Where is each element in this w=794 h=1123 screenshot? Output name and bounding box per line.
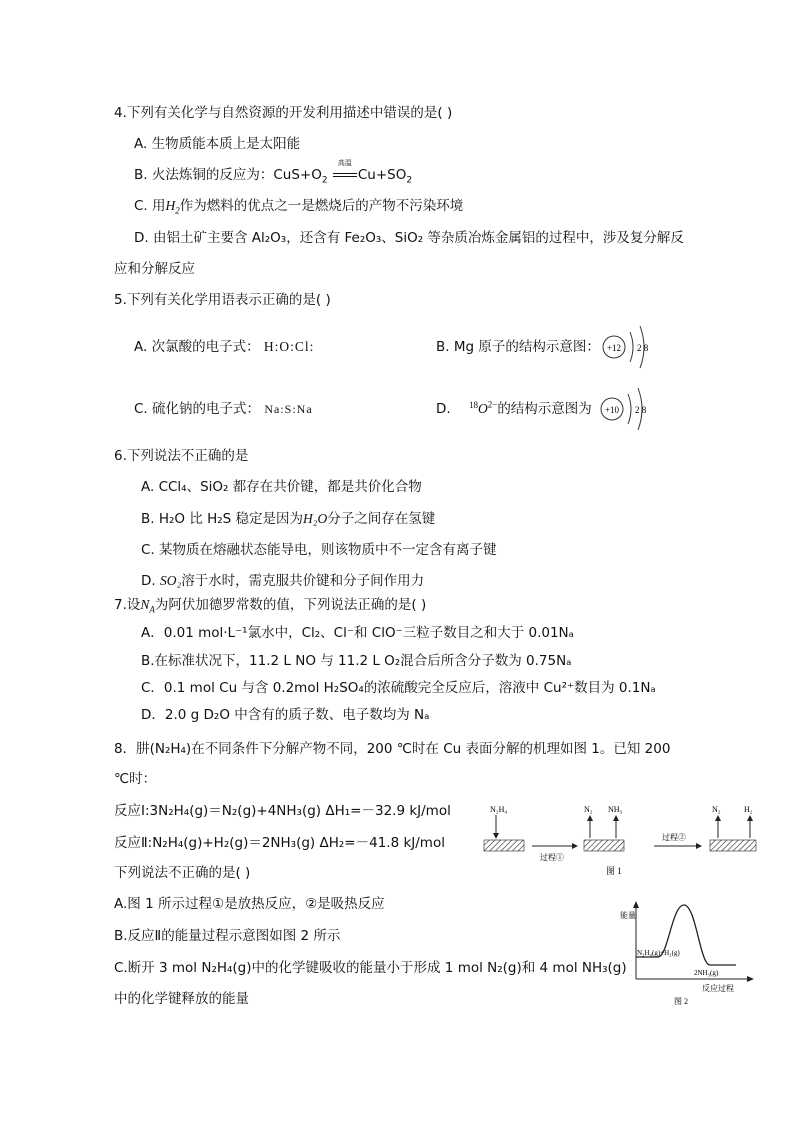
- q4-option-c: C. 用$H_2$作为燃料的优点之一是燃烧后的产物不污染环境: [134, 198, 464, 216]
- q4-option-d-line2: 应和分解反应: [114, 261, 195, 277]
- q5-option-d: [436, 400, 592, 418]
- q5-c-label: C. 硫化钠的电子式：: [134, 401, 261, 417]
- q5-b-shells: 2 8: [637, 343, 649, 353]
- q5-a-label: A. 次氯酸的电子式：: [134, 339, 260, 355]
- q5-d-diagram: [598, 382, 660, 438]
- q5-d-ion: O: [477, 401, 488, 416]
- fig1-label-n2: N₂: [584, 805, 593, 814]
- q7-stem-na: N: [140, 597, 150, 612]
- q4-b-prefix: B. 火法炼铜的反应为：: [134, 167, 274, 183]
- q7-stem-prefix: 7.设: [114, 597, 141, 613]
- q4-b-reactants: CuS+O: [273, 167, 322, 183]
- q5-d-suffix: 的结构示意图为: [497, 401, 592, 417]
- q8-stem-line2: ℃时：: [114, 771, 157, 787]
- q7-option-c: C．0.1 mol Cu 与含 0.2mol H₂SO₄的浓硫酸完全反应后，溶液中 Cu²⁺数目为 0.1Nₐ: [141, 680, 656, 696]
- q6-option-b: [141, 510, 435, 528]
- q5-d-prefix: D.: [436, 401, 451, 417]
- fig1-label-n2b: N₂: [712, 805, 721, 814]
- fig1-label-n2h4: N₂H₄: [490, 805, 508, 814]
- q6-option-c: C. 某物质在熔融状态能导电，则该物质中不一定含有离子键: [141, 542, 497, 558]
- q6-b-prefix: B. H₂O 比 H₂S 稳定是因为: [141, 511, 304, 527]
- fig2-products: 2NH₃(g): [694, 969, 719, 977]
- q6-d-formula: SO₂: [159, 573, 182, 588]
- q5-option-b-label: B. Mg 原子的结构示意图：: [436, 339, 600, 355]
- q7-option-d: D．2.0 g D₂O 中含有的质子数、电子数均为 Nₐ: [141, 707, 430, 723]
- q6-d-suffix: 溶于水时，需克服共价键和分子间作用力: [181, 573, 425, 589]
- figure-2: [610, 897, 760, 1007]
- q5-c-formula: Na:S:Na: [264, 402, 313, 416]
- q8-reaction-1: 反应Ⅰ:3N₂H₄(g)＝N₂(g)+4NH₃(g) ΔH₁=－32.9 kJ/mol: [114, 803, 451, 819]
- fig1-surface-3: [710, 840, 756, 851]
- q7-option-b: B.在标准状况下，11.2 L NO 与 11.2 L O₂混合后所含分子数为 0.75Nₐ: [141, 653, 572, 669]
- q4-c-formula: H: [165, 198, 176, 213]
- fig1-step-1: 过程①: [540, 853, 564, 862]
- q5-a-formula: H:O:Cl:: [263, 339, 315, 354]
- fig1-label-h2: H₂: [744, 805, 753, 814]
- q8-ask: 下列说法不正确的是( ): [114, 865, 251, 881]
- fig1-surface-2: [584, 840, 624, 851]
- q4-b-condition: 高温: [337, 159, 352, 167]
- q8-option-c-line1: C.断开 3 mol N₂H₄(g)中的化学键吸收的能量小于形成 1 mol N₂(g)和 4 mol NH₃(g): [114, 960, 627, 976]
- q8-option-b: B.反应Ⅱ的能量过程示意图如图 2 所示: [114, 928, 341, 944]
- q5-d-shells: 2 8: [635, 405, 647, 415]
- fig1-step-2: 过程②: [662, 833, 686, 842]
- q6-option-d: [141, 572, 424, 590]
- fig2-reactants: N₂H₄(g)+H₂(g): [637, 949, 680, 957]
- q6-stem: 6.下列说法不正确的是: [114, 448, 249, 464]
- q6-option-a: A. CCl₄、SiO₂ 都存在共价键，都是共价化合物: [141, 479, 422, 495]
- q6-b-formula: H₂O: [303, 511, 328, 526]
- q5-b-nucleus: +12: [606, 343, 622, 353]
- q4-option-d-line1: D. 由铝土矿主要含 Al₂O₃，还含有 Fe₂O₃、SiO₂ 等杂质冶炼金属铝的过程中，涉及复分解反: [134, 230, 684, 246]
- q8-option-c-line2: 中的化学键释放的能量: [114, 991, 249, 1007]
- q5-d-mass: 18: [468, 399, 478, 410]
- q6-d-prefix: D.: [141, 573, 156, 589]
- figure-1: [478, 800, 762, 880]
- q4-b-products: Cu+SO: [357, 167, 407, 183]
- q5-b-diagram: [600, 320, 660, 374]
- q6-b-suffix: 分子之间存在氢键: [327, 511, 436, 527]
- q8-stem-line1: 8．肼(N₂H₄)在不同条件下分解产物不同，200 ℃时在 Cu 表面分解的机理如图 1。已知 200: [114, 741, 671, 757]
- q8-reaction-2: 反应Ⅱ:N₂H₄(g)+H₂(g)＝2NH₃(g) ΔH₂=－41.8 kJ/mol: [114, 835, 445, 851]
- q4-stem: 4.下列有关化学与自然资源的开发利用描述中错误的是( ): [114, 105, 453, 121]
- fig1-label-nh3: NH₃: [608, 805, 623, 814]
- q7-stem: 7.设$N_A$为阿伏加德罗常数的值，下列说法正确的是( ): [114, 597, 427, 615]
- q4-b-arrow: [332, 159, 358, 184]
- fig2-ylabel: 能量: [620, 911, 636, 920]
- q4-c-suffix: 作为燃料的优点之一是燃烧后的产物不污染环境: [179, 198, 464, 214]
- fig2-xlabel: 反应过程: [702, 984, 734, 993]
- q5-stem: 5.下列有关化学用语表示正确的是( ): [114, 292, 331, 308]
- q4-option-b: B. 火法炼铜的反应为：$CuS+O_2$ 高温 $Cu+SO_2$: [134, 159, 413, 186]
- q7-option-a: A．0.01 mol·L⁻¹氯水中，Cl₂、Cl⁻和 ClO⁻三粒子数目之和大于 0.01Nₐ: [141, 625, 574, 641]
- q4-c-prefix: C. 用: [134, 198, 166, 214]
- fig1-caption: 图 1: [606, 866, 622, 876]
- fig1-surface-1: [484, 840, 524, 851]
- q7-stem-suffix: 为阿伏加德罗常数的值，下列说法正确的是( ): [154, 597, 427, 613]
- q8-option-a: A.图 1 所示过程①是放热反应，②是吸热反应: [114, 896, 385, 912]
- q5-option-c: [134, 400, 313, 418]
- q5-d-nucleus: +10: [604, 405, 620, 415]
- q5-option-a: [134, 338, 314, 356]
- fig2-caption: 图 2: [674, 997, 688, 1006]
- q4-option-a: A. 生物质能本质上是太阳能: [134, 136, 301, 152]
- q5-d-charge: 2−: [487, 399, 498, 410]
